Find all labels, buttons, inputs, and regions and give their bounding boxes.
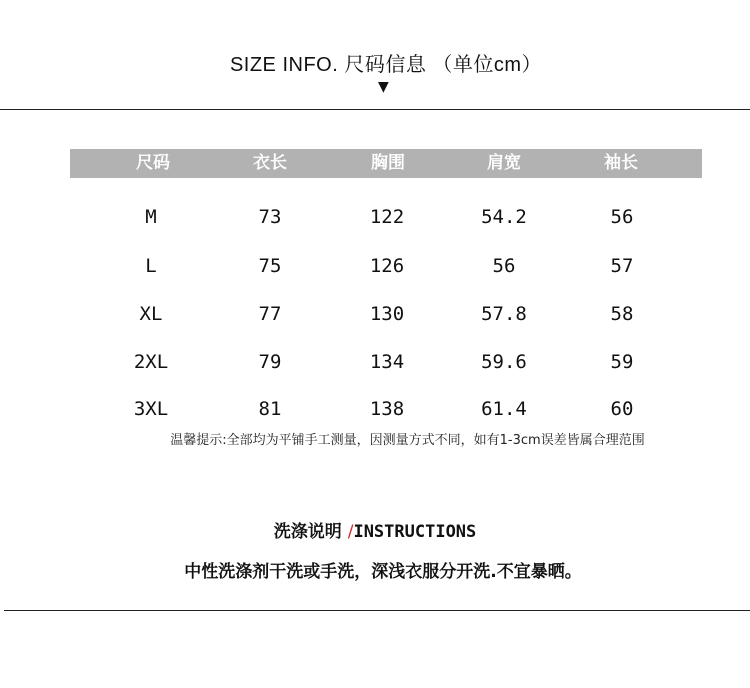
cell-sleeve: 58 bbox=[610, 303, 634, 325]
arrow-down-icon: ▼ bbox=[378, 79, 389, 95]
cell-shoulder: 59.6 bbox=[481, 351, 527, 373]
top-divider bbox=[0, 109, 750, 110]
cell-length: 77 bbox=[258, 303, 282, 325]
cell-shoulder: 57.8 bbox=[481, 303, 527, 325]
cell-size: 2XL bbox=[133, 351, 169, 373]
instructions-heading bbox=[0, 517, 750, 542]
cell-size: M bbox=[145, 206, 157, 228]
header-length: 衣长 bbox=[253, 153, 287, 173]
instructions-text: 中性洗涤剂干洗或手洗，深浅衣服分开洗.不宜暴晒。 bbox=[184, 562, 582, 582]
cell-sleeve: 59 bbox=[610, 351, 634, 373]
cell-size: 3XL bbox=[133, 398, 169, 420]
cell-sleeve: 60 bbox=[610, 398, 634, 420]
cell-sleeve: 56 bbox=[610, 206, 634, 228]
instructions-title-en: INSTRUCTIONS bbox=[353, 522, 477, 542]
cell-chest: 138 bbox=[369, 398, 405, 420]
cell-length: 81 bbox=[258, 398, 282, 420]
cell-shoulder: 56 bbox=[492, 255, 516, 277]
bottom-divider bbox=[4, 610, 750, 611]
cell-length: 75 bbox=[258, 255, 282, 277]
cell-chest: 130 bbox=[369, 303, 405, 325]
cell-size: XL bbox=[139, 303, 163, 325]
measurement-note: 温馨提示:全部均为平铺手工测量，因测量方式不同，如有1-3cm误差皆属合理范围 bbox=[170, 433, 645, 448]
instructions-title-cn: 洗涤说明 bbox=[273, 522, 342, 542]
cell-size: L bbox=[145, 255, 157, 277]
header-size: 尺码 bbox=[136, 153, 170, 173]
cell-shoulder: 61.4 bbox=[481, 398, 527, 420]
cell-chest: 126 bbox=[369, 255, 405, 277]
cell-length: 79 bbox=[258, 351, 282, 373]
cell-chest: 134 bbox=[369, 351, 405, 373]
header-chest: 胸围 bbox=[371, 153, 405, 173]
page-title: SIZE INFO. 尺码信息 （单位cm） bbox=[229, 54, 543, 76]
header-shoulder: 肩宽 bbox=[487, 153, 521, 173]
cell-chest: 122 bbox=[369, 206, 405, 228]
table-header bbox=[70, 149, 702, 178]
header-sleeve: 袖长 bbox=[604, 153, 638, 173]
cell-length: 73 bbox=[258, 206, 282, 228]
cell-sleeve: 57 bbox=[610, 255, 634, 277]
cell-shoulder: 54.2 bbox=[481, 206, 527, 228]
instructions-slash: / bbox=[347, 522, 354, 542]
